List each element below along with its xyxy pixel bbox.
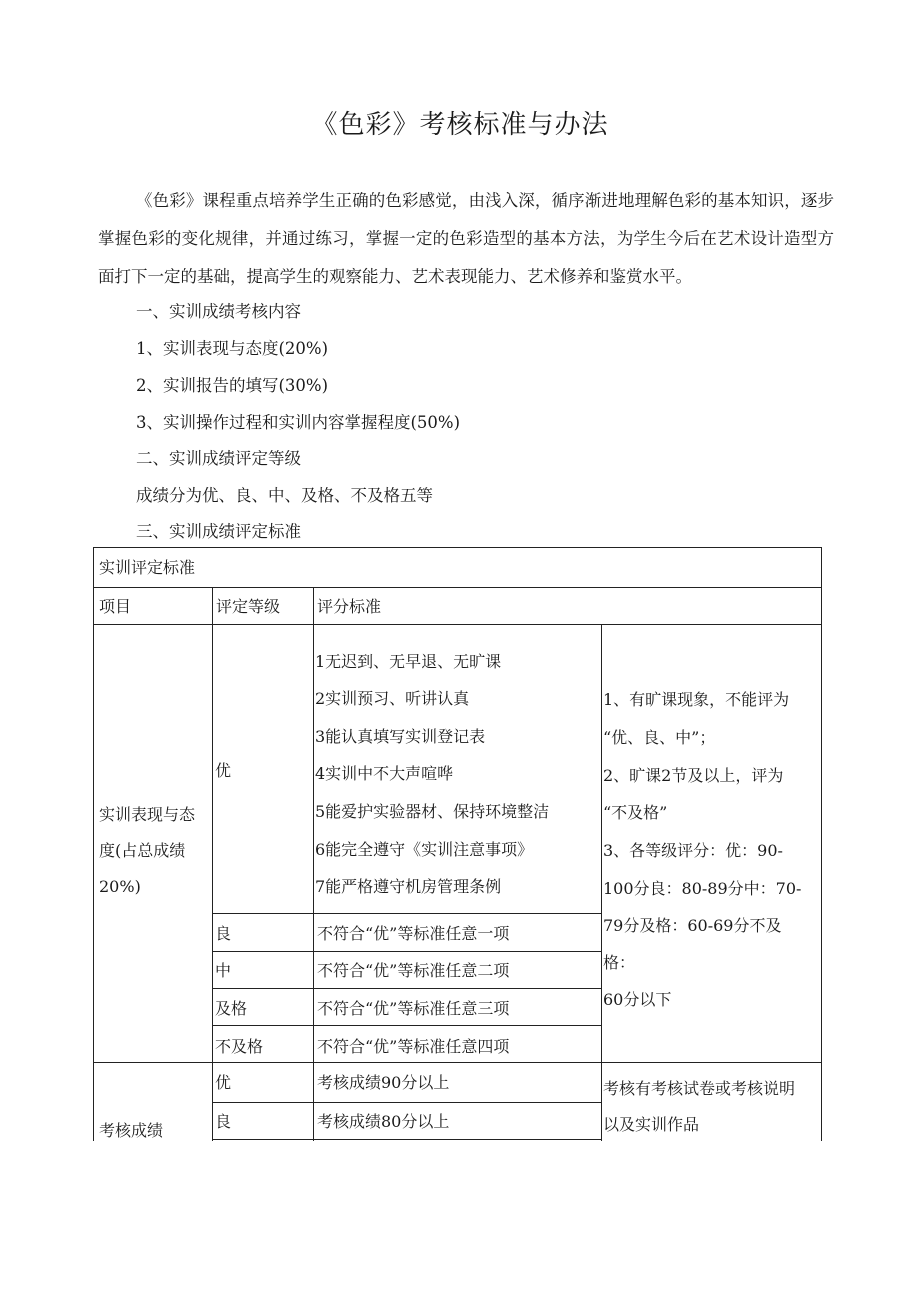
grade-criteria: 不符合“优”等标准任意三项 xyxy=(317,999,510,1018)
header-project: 项目 xyxy=(99,597,132,616)
grade-criteria: 不符合“优”等标准任意二项 xyxy=(317,961,510,980)
grade-label: 不及格 xyxy=(215,1037,264,1056)
notes-line: “不及格” xyxy=(603,803,668,822)
grading-table xyxy=(93,547,822,1141)
row2-notes-line: 考核有考核试卷或考核说明 xyxy=(603,1079,796,1098)
row1-project-line: 度(占总成绩 xyxy=(99,841,186,860)
section-2-heading: 二、实训成绩评定等级 xyxy=(136,449,301,468)
grade-criteria: 不符合“优”等标准任意一项 xyxy=(317,924,510,943)
notes-line: “优、良、中”； xyxy=(603,728,716,747)
notes-line: 格： xyxy=(603,953,636,972)
notes-line: 79分及格：60-69分不及 xyxy=(603,916,782,935)
notes-line: 3、各等级评分：优：90- xyxy=(603,841,783,860)
notes-line: 100分良：80-89分中：70- xyxy=(603,879,802,898)
header-grade: 评定等级 xyxy=(216,597,281,616)
section-1-item: 1、实训表现与态度(20%) xyxy=(136,339,329,358)
grade-label: 优 xyxy=(215,1073,232,1092)
section-2-text: 成绩分为优、良、中、及格、不及格五等 xyxy=(136,486,433,505)
intro-paragraph: 《色彩》课程重点培养学生正确的色彩感觉，由浅入深，循序渐进地理解色彩的基本知识，逐步掌握色彩的变化规律，并通过练习，掌握一定的色彩造型的基本方法，为学生今后在艺术设计造型方面打下一定的基础，提高学生的观察能力、艺术表现能力、艺术修养和鉴赏水平。 xyxy=(98,191,834,286)
header-criteria: 评分标准 xyxy=(317,597,382,616)
row1-project-line: 实训表现与态 xyxy=(99,805,196,824)
section-1-heading: 一、实训成绩考核内容 xyxy=(136,302,301,321)
grade-criteria: 不符合“优”等标准任意四项 xyxy=(317,1037,510,1056)
excellent-criterion: 5能爱护实验器材、保持环境整洁 xyxy=(315,802,550,821)
row1-project-line: 20%) xyxy=(99,877,141,896)
document-title: 《色彩》考核标准与办法 xyxy=(311,110,609,140)
excellent-criterion: 4实训中不大声喧哗 xyxy=(315,764,454,783)
grade-criteria: 考核成绩90分以上 xyxy=(317,1073,450,1092)
section-1-item: 2、实训报告的填写(30%) xyxy=(136,376,329,395)
table-caption: 实训评定标准 xyxy=(99,558,196,577)
excellent-criterion: 2实训预习、听讲认真 xyxy=(315,689,470,708)
excellent-criterion: 6能完全遵守《实训注意事项》 xyxy=(315,840,534,859)
notes-line: 2、旷课2节及以上，评为 xyxy=(603,766,784,785)
excellent-criterion: 1无迟到、无早退、无旷课 xyxy=(315,652,502,671)
excellent-criterion: 7能严格遵守机房管理条例 xyxy=(315,877,502,896)
grade-label: 及格 xyxy=(215,999,248,1018)
excellent-criterion: 3能认真填写实训登记表 xyxy=(315,727,486,746)
grade-excellent: 优 xyxy=(215,761,232,780)
grade-criteria: 考核成绩80分以上 xyxy=(317,1112,450,1131)
section-1-item: 3、实训操作过程和实训内容掌握程度(50%) xyxy=(136,413,461,432)
notes-line: 60分以下 xyxy=(603,990,672,1009)
row2-notes-line: 以及实训作品 xyxy=(603,1115,700,1134)
grade-label: 良 xyxy=(215,1112,232,1131)
grade-label: 中 xyxy=(215,961,232,980)
grade-label: 良 xyxy=(215,924,232,943)
row2-project: 考核成绩 xyxy=(99,1121,164,1140)
section-3-heading: 三、实训成绩评定标准 xyxy=(136,522,301,541)
notes-line: 1、有旷课现象，不能评为 xyxy=(603,690,790,709)
